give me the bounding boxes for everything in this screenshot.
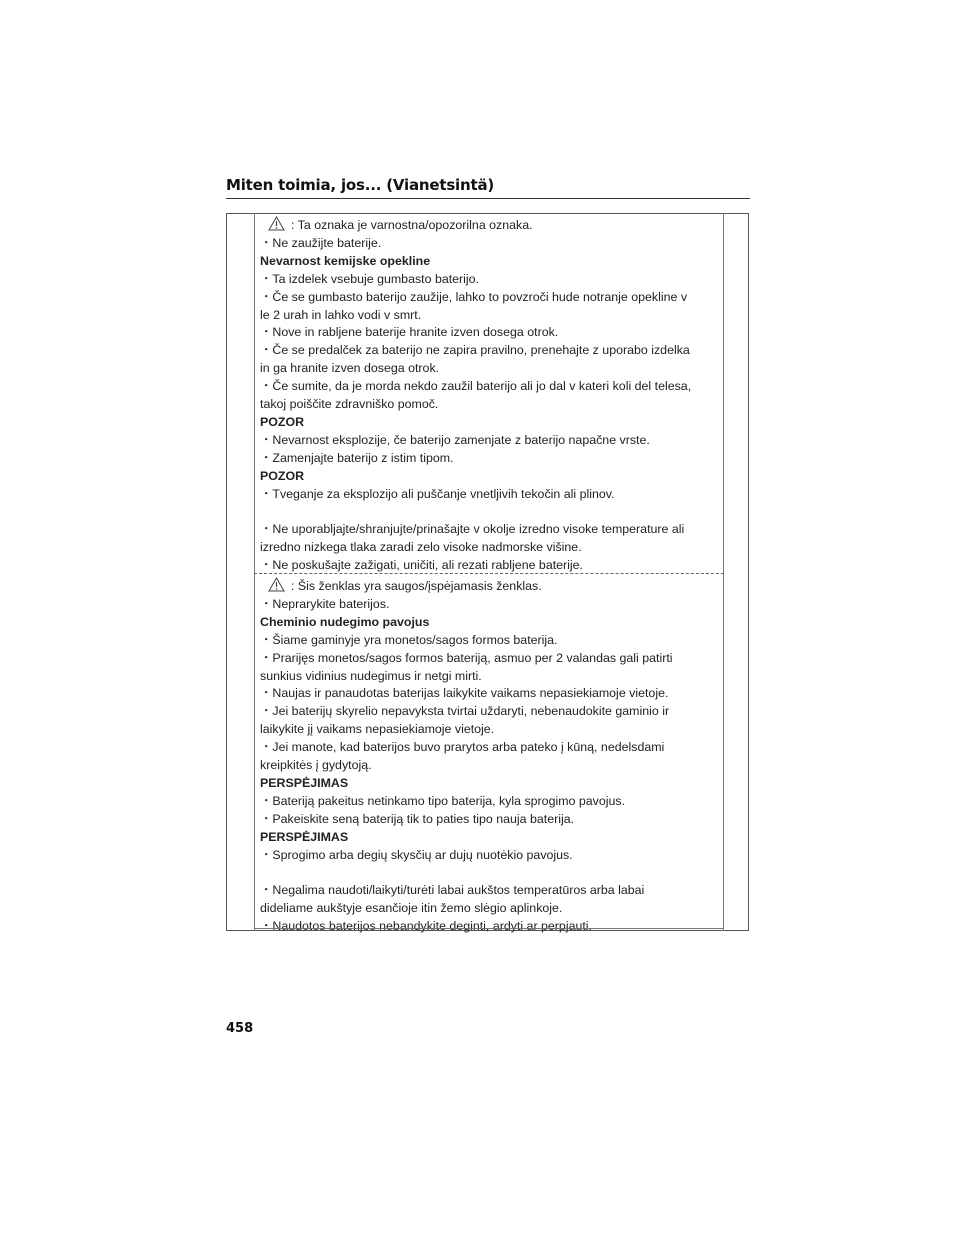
slovenian-lines [260,235,720,575]
page-number: 458 [226,1021,254,1036]
text-line: ・Jei baterijų skyrelio nepavyksta tvirtai uždaryti, nebenaudokite gaminio ir [260,704,670,719]
text-line: ・Neprarykite baterijos. [260,596,390,611]
slovenian-title-text: : Ta oznaka je varnostna/opozorilna oznaka. [291,218,533,232]
section-heading: PERSPĖJIMAS [260,775,349,790]
lithuanian-warning-block [260,577,720,936]
text-line: ・Prarijęs monetos/sagos formos bateriją, asmuo per 2 valandas gali patirti [260,650,673,665]
text-line: ・Sprogimo arba degių skysčių ar dujų nuotėkio pavojus. [260,847,573,862]
section-heading: Cheminio nudegimo pavojus [260,614,430,629]
text-line: ・Če se predalček za baterijo ne zapira pravilno, prenehajte z uporabo izdelka [260,343,690,358]
text-line: ・Ne uporabljajte/shranjujte/prinašajte v okolje izredno visoke temperature ali [260,522,685,537]
text-line: ・Ta izdelek vsebuje gumbasto baterijo. [260,271,480,286]
section-heading: POZOR [260,414,305,429]
text-line: ・Če se gumbasto baterijo zaužije, lahko to povzroči hude notranje opekline v [260,289,688,304]
section-heading: POZOR [260,468,305,483]
blank-line [260,865,720,883]
slovenian-warning-block [260,216,720,575]
text-line: le 2 urah in lahko vodi v smrt. [260,307,422,322]
lithuanian-title [260,577,720,596]
header-rule [226,198,750,199]
text-line: kreipkitės į gydytoją. [260,758,372,773]
blank-line [260,504,720,522]
lithuanian-title-text: : Šis ženklas yra saugos/įspėjamasis ženklas. [291,579,542,593]
text-line: ・Tveganje za eksplozijo ali puščanje vnetljivih tekočin ali plinov. [260,486,615,501]
lithuanian-lines [260,596,720,936]
text-line: ・Ne zaužijte baterije. [260,235,382,250]
text-line: ・Nove in rabljene baterije hranite izven dosega otrok. [260,325,559,340]
section-divider [254,573,724,574]
section-heading: Nevarnost kemijske opekline [260,253,431,268]
text-line: ・Če sumite, da je morda nekdo zaužil baterijo ali jo dal v kateri koli del telesa, [260,379,692,394]
text-line: takoj poiščite zdravniško pomoč. [260,397,439,412]
section-header: Miten toimia, jos... (Vianetsintä) [226,176,495,194]
text-line: ・Negalima naudoti/laikyti/turėti labai aukštos temperatūros arba labai [260,883,645,898]
text-line: ・Pakeiskite seną bateriją tik to paties tipo nauja baterija. [260,811,575,826]
text-line: ・Jei manote, kad baterijos buvo prarytos arba pateko į kūną, nedelsdami [260,740,665,755]
text-line: laikykite jį vaikams nepasiekiamoje vietoje. [260,722,495,737]
warning-triangle-icon [268,577,285,592]
text-line: in ga hranite izven dosega otrok. [260,361,440,376]
text-line: ・Ne poskušajte zažigati, uničiti, ali rezati rabljene baterije. [260,558,584,573]
text-line: ・Nevarnost eksplozije, če baterijo zamenjate z baterijo napačne vrste. [260,432,650,447]
warning-triangle-icon [268,216,285,231]
slovenian-title [260,216,720,235]
text-line: izredno nizkega tlaka zaradi zelo visoke nadmorske višine. [260,540,582,555]
text-line: ・Zamenjajte baterijo z istim tipom. [260,450,454,465]
text-line: ・Naujas ir panaudotas baterijas laikykite vaikams nepasiekiamoje vietoje. [260,686,669,701]
text-line: ・Naudotos baterijos nebandykite deginti, ardyti ar perpjauti. [260,919,592,934]
text-line: sunkius vidinius nudegimus ir netgi mirti. [260,668,482,683]
section-heading: PERSPĖJIMAS [260,829,349,844]
text-line: dideliame aukštyje esančioje itin žemo slėgio aplinkoje. [260,901,563,916]
bottom-rule [254,928,724,929]
text-line: ・Šiame gaminyje yra monetos/sagos formos baterija. [260,632,558,647]
text-line: ・Bateriją pakeitus netinkamo tipo baterija, kyla sprogimo pavojus. [260,793,626,808]
